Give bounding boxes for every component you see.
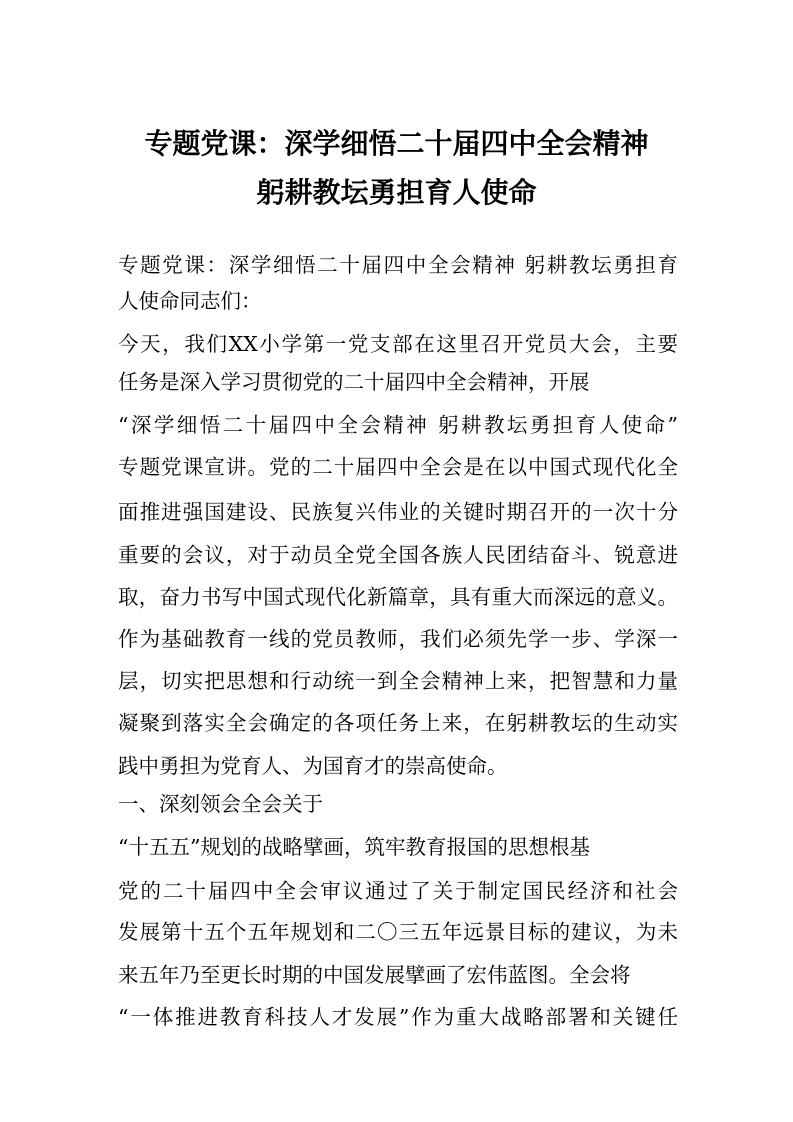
body-line-10: 作为基础教育一线的党员教师，我们必须先学一步、学深一 bbox=[118, 627, 678, 651]
body-line-19: “一体推进教育科技人才发展”作为重大战略部署和关键任 bbox=[118, 1005, 678, 1029]
body-line-7: 面推进强国建设、民族复兴伟业的关键时期召开的一次十分 bbox=[118, 500, 678, 524]
body-line-4: 任务是深入学习贯彻党的二十届四中全会精神，开展 bbox=[118, 370, 590, 394]
body-line-5: “深学细悟二十届四中全会精神 躬耕教坛勇担育人使命” bbox=[118, 413, 678, 437]
body-line-1: 专题党课：深学细悟二十届四中全会精神 躬耕教坛勇担育 bbox=[118, 253, 678, 277]
body-line-16: 党的二十届四中全会审议通过了关于制定国民经济和社会 bbox=[118, 879, 678, 903]
body-line-9: 取，奋力书写中国式现代化新篇章，具有重大而深远的意义。 bbox=[118, 585, 678, 609]
section-heading-1: 一、深刻领会全会关于 bbox=[118, 792, 323, 816]
body-line-12: 凝聚到落实全会确定的各项任务上来，在躬耕教坛的生动实 bbox=[118, 711, 678, 735]
body-line-11: 层，切实把思想和行动统一到全会精神上来，把智慧和力量 bbox=[118, 669, 678, 693]
body-line-17: 发展第十五个五年规划和二〇三五年远景目标的建议，为未 bbox=[118, 920, 678, 944]
body-line-13: 践中勇担为党育人、为国育才的崇高使命。 bbox=[118, 754, 508, 778]
body-line-18: 来五年乃至更长时期的中国发展擘画了宏伟蓝图。全会将 bbox=[118, 963, 631, 987]
body-line-2: 人使命同志们： bbox=[118, 289, 262, 313]
document-title-line-1: 专题党课：深学细悟二十届四中全会精神 bbox=[144, 127, 649, 160]
body-line-15: “十五五”规划的战略擘画，筑牢教育报国的思想根基 bbox=[118, 835, 590, 859]
document-title-line-2: 躬耕教坛勇担育人使命 bbox=[256, 176, 537, 209]
body-line-6: 专题党课宣讲。党的二十届四中全会是在以中国式现代化全 bbox=[118, 455, 678, 479]
body-line-8: 重要的会议，对于动员全党全国各族人民团结奋斗、锐意进 bbox=[118, 543, 678, 567]
body-line-3: 今天，我们XX小学第一党支部在这里召开党员大会，主要 bbox=[118, 332, 678, 356]
